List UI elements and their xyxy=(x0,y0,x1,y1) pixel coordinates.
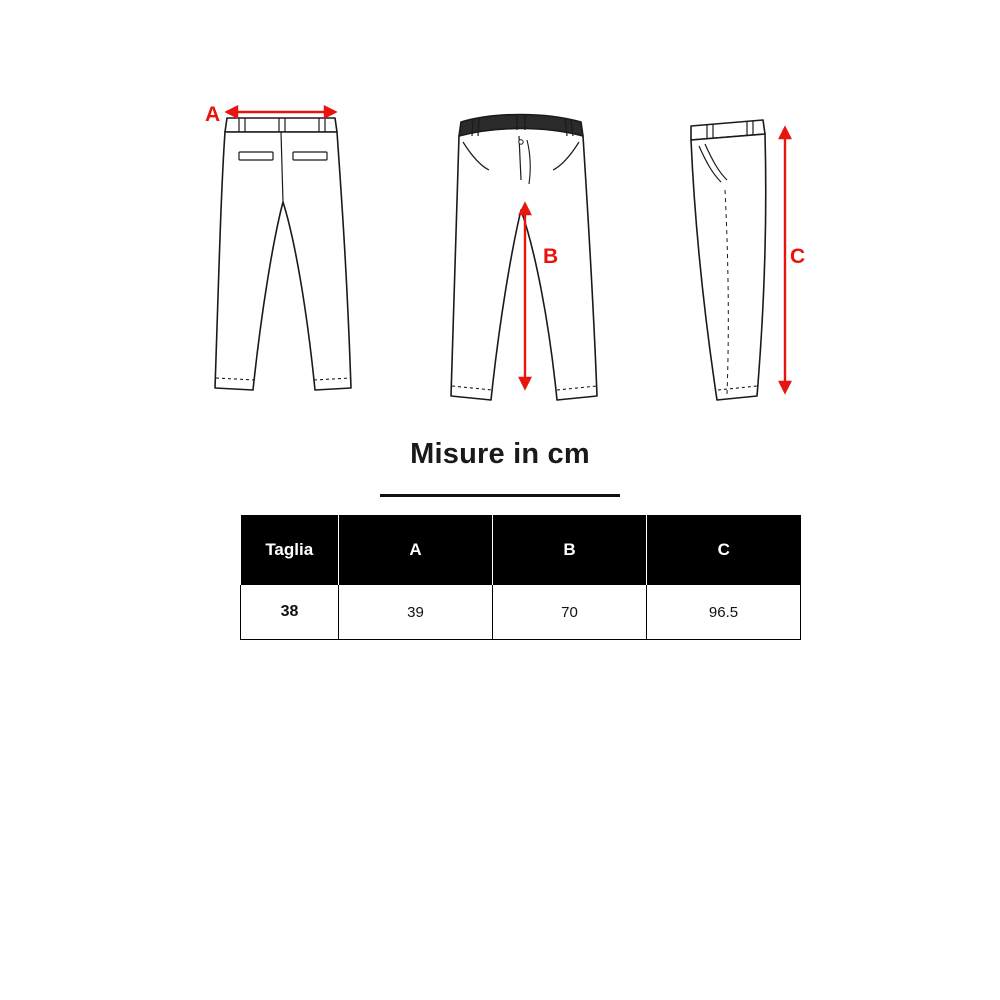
column-header-size: Taglia xyxy=(241,515,339,585)
table-row xyxy=(241,585,801,640)
measurement-diagram xyxy=(0,70,1000,420)
size-table xyxy=(240,515,801,640)
column-header-c: C xyxy=(647,515,801,585)
cell-b: 70 xyxy=(493,585,647,640)
column-header-b: B xyxy=(493,515,647,585)
pants-side-view-figure xyxy=(655,70,915,420)
size-table-container xyxy=(240,515,800,640)
page-title: Misure in cm xyxy=(410,438,590,470)
measurement-label-b: B xyxy=(543,245,559,268)
column-header-a: A xyxy=(339,515,493,585)
table-header-row xyxy=(241,515,801,585)
measurement-label-a: A xyxy=(205,103,221,126)
pants-side-view-icon xyxy=(655,70,915,420)
measurement-label-c: C xyxy=(790,245,806,268)
cell-a: 39 xyxy=(339,585,493,640)
cell-c: 96.5 xyxy=(647,585,801,640)
cell-size: 38 xyxy=(241,585,339,640)
title-divider xyxy=(380,494,620,497)
